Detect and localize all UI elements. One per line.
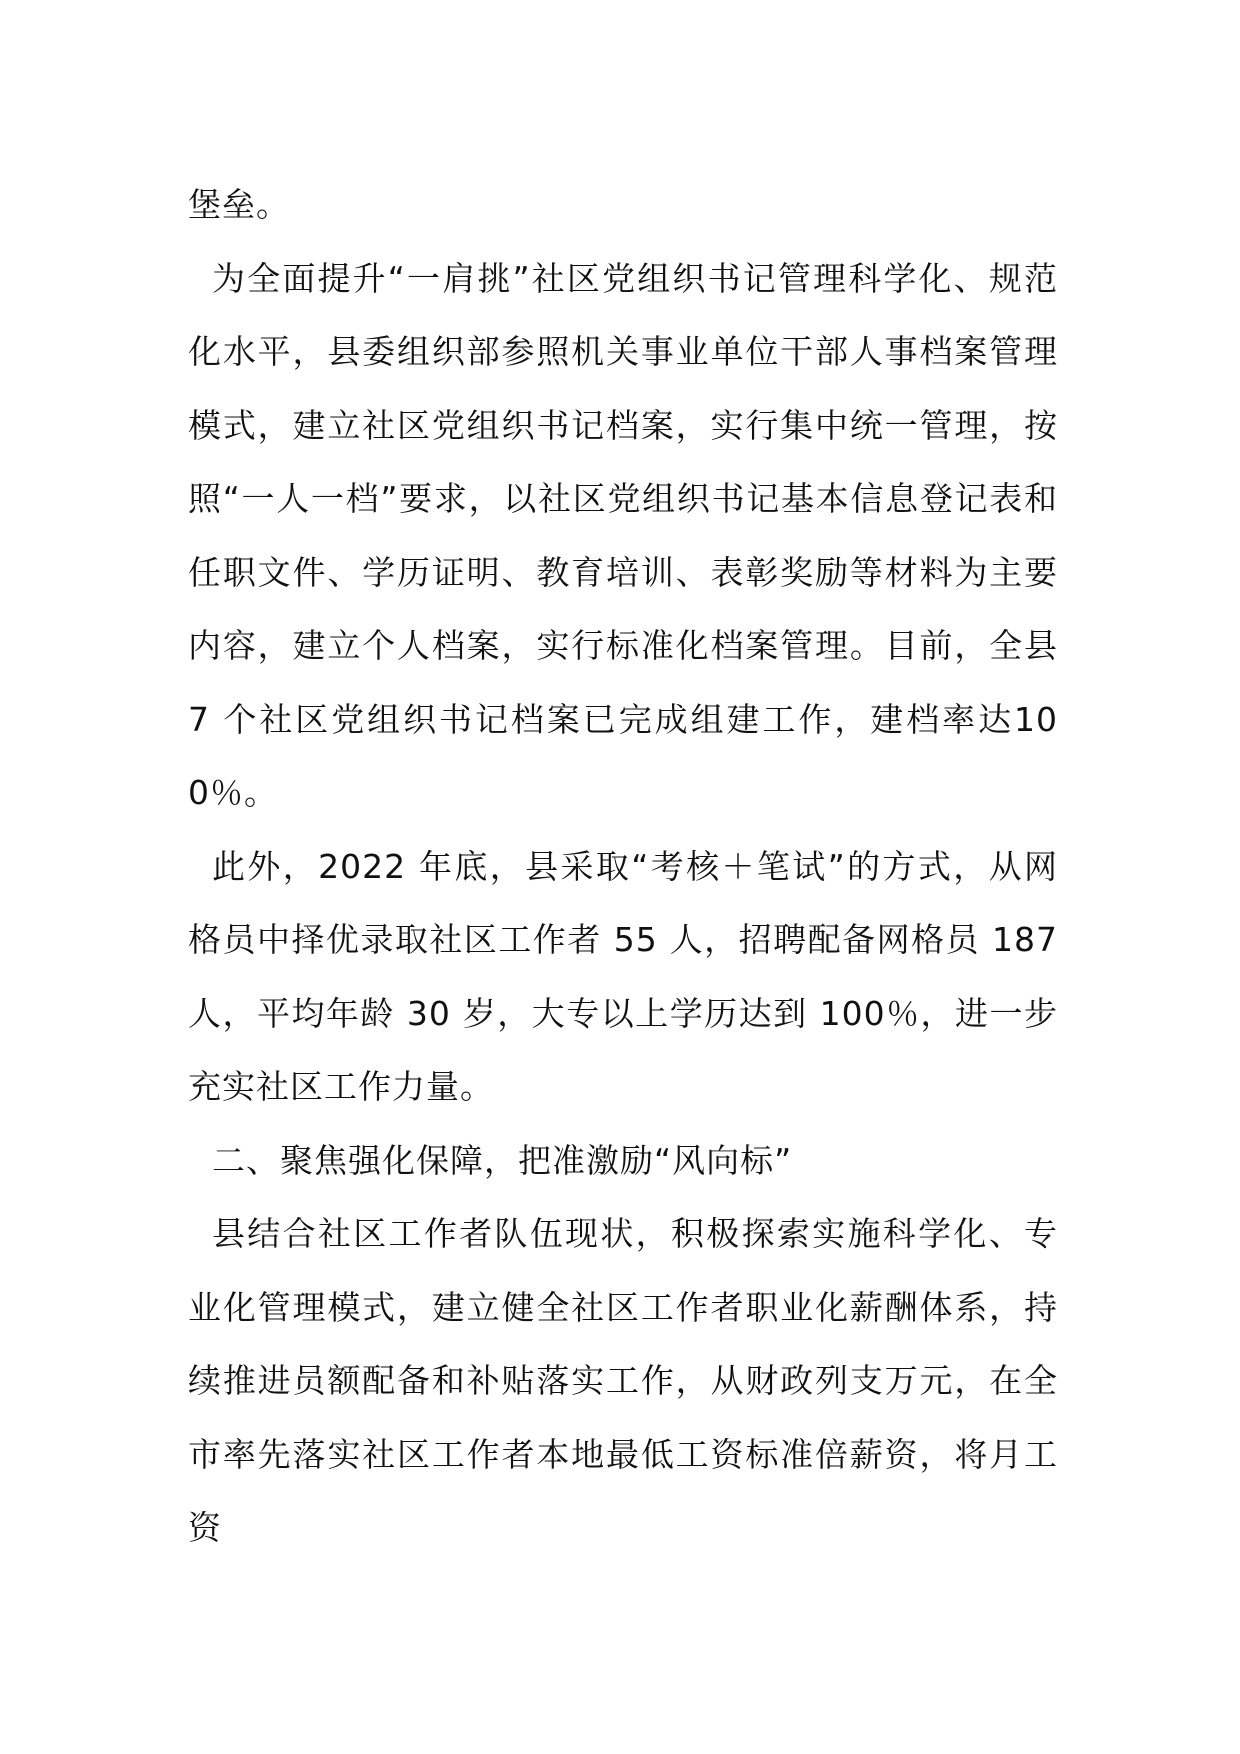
document-body <box>188 168 1058 1565</box>
paragraph-archive-management: 为全面提升“一肩挑”社区党组织书记管理科学化、规范化水平，县委组织部参照机关事业单位干部人事档案管理模式，建立社区党组织书记档案，实行集中统一管理，按照“一人一档”要求，以社区党组织书记基本信息登记表和任职文件、学历证明、教育培训、表彰奖励等材料为主要内容，建立个人档案，实行标准化档案管理。目前，全县 7 个社区党组织书记档案已完成组建工作，建档率达100％。 <box>188 258 1058 812</box>
paragraph-recruitment: 此外，2022 年底，县采取“考核＋笔试”的方式，从网格员中择优录取社区工作者 55 人，招聘配备网格员 187 人，平均年龄 30 岁，大专以上学历达到 100％，进一步充实社区工作力量。 <box>188 846 1058 1106</box>
paragraph-continuation: 堡垒。 <box>188 185 290 224</box>
section-heading: 二、聚焦强化保障，把准激励“风向标” <box>212 1140 793 1180</box>
paragraph-salary: 县结合社区工作者队伍现状，积极探索实施科学化、专业化管理模式，建立健全社区工作者职业化薪酬体系，持续推进员额配备和补贴落实工作，从财政列支万元，在全市率先落实社区工作者本地最低工资标准倍薪资，将月工资 <box>188 1214 1058 1547</box>
